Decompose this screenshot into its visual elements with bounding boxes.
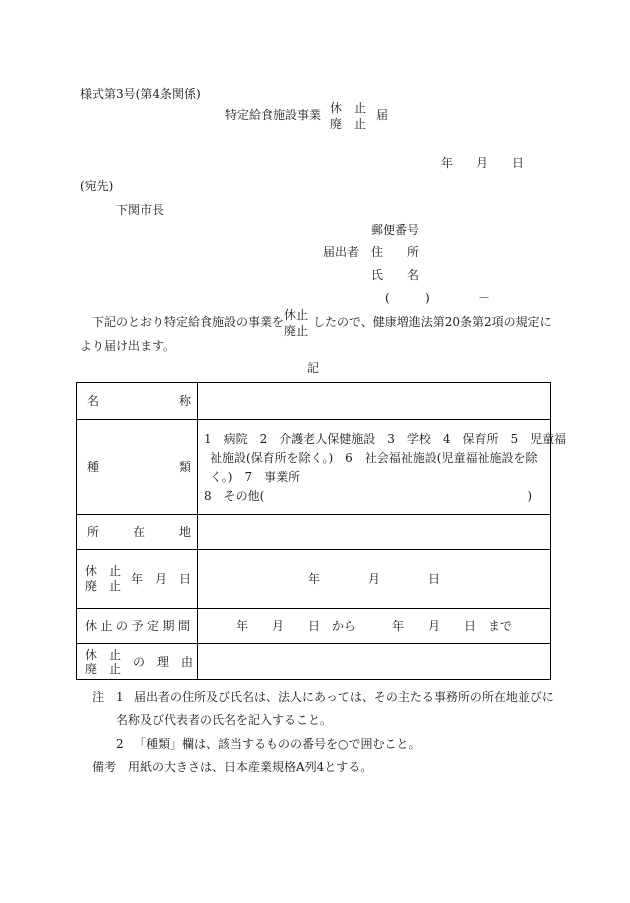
reason-label-options	[85, 648, 121, 676]
row-name	[77, 383, 551, 420]
body-options	[284, 307, 308, 339]
body-option-abolish: 廃止	[284, 324, 309, 338]
remarks-label: 備考	[92, 760, 117, 774]
label-part: 類	[178, 460, 191, 474]
row-name-label	[77, 383, 198, 420]
label-part: 名	[87, 394, 100, 408]
body-option-suspend: 休止	[284, 308, 309, 322]
title-prefix: 特定給食施設事業	[225, 108, 322, 122]
label-part: 休止の予定期間	[85, 619, 194, 633]
title-option-abolish: 廃 止	[330, 117, 367, 131]
row-reason-label	[77, 644, 198, 680]
note-label: 注	[92, 690, 105, 704]
date-month: 月	[476, 156, 489, 170]
label-part: 在	[132, 525, 145, 539]
type-line-2: 祉施設(保育所を除く。) 6 社会福祉施設(児童福祉施設を除	[210, 451, 538, 465]
note-1-number: 1	[116, 690, 124, 704]
row-location-label	[77, 515, 198, 550]
body-text-1: 下記のとおり特定給食施設の事業を	[92, 315, 285, 329]
postal-code-label: 郵便番号	[371, 223, 420, 237]
title-options	[330, 100, 366, 132]
note-2-number: 2	[116, 737, 124, 751]
row-reason	[77, 644, 551, 680]
form-table	[76, 382, 567, 680]
label-part: 種	[87, 460, 100, 474]
phone-dash: －	[478, 291, 491, 305]
date-label-options	[85, 564, 121, 594]
reason-input-cell[interactable]	[198, 644, 551, 680]
label-part: 廃 止	[85, 661, 122, 676]
remarks-text: 用紙の大きさは、日本産業規格A列4とする。	[128, 760, 373, 774]
label-part: 休 止	[85, 564, 122, 578]
label-part: 所	[87, 525, 100, 539]
form-number: 様式第3号(第4条関係)	[80, 87, 201, 101]
note-2-text: 「種類」欄は、該当するものの番号を○で囲むこと。	[134, 737, 421, 751]
applicant-role-label: 届出者	[323, 245, 360, 259]
row-date	[77, 550, 551, 609]
phone-close: )	[425, 291, 430, 305]
name-label: 氏 名	[371, 268, 420, 282]
label-part: 地	[178, 525, 191, 539]
type-other-close: )	[527, 489, 532, 503]
date-value-text: 年 月 日	[307, 572, 440, 586]
ki-label: 記	[307, 361, 320, 375]
type-options-cell[interactable]	[198, 420, 567, 515]
period-value-cell[interactable]	[198, 609, 551, 644]
addressee-name: 下関市長	[116, 203, 165, 217]
location-input-cell[interactable]	[198, 515, 551, 550]
row-date-label	[77, 550, 198, 609]
label-part: の 理 由	[133, 654, 194, 669]
type-line-4	[204, 487, 544, 506]
phone-open: (	[385, 291, 390, 305]
date-year: 年	[441, 156, 454, 170]
label-part: 称	[178, 394, 191, 408]
date-day: 日	[512, 156, 525, 170]
title-option-suspend: 休 止	[330, 101, 367, 115]
address-label: 住 所	[371, 245, 420, 259]
row-period	[77, 609, 551, 644]
period-value-text: 年 月 日 から 年 月 日 まで	[235, 619, 512, 633]
type-other-open: 8 その他(	[204, 489, 265, 503]
type-line-3: く。) 7 事業所	[210, 470, 301, 484]
addressee-label: (宛先)	[80, 179, 114, 193]
type-line-1: 1 病院 2 介護老人保健施設 3 学校 4 保育所 5 児童福	[204, 432, 567, 446]
note-1-line-2: 名称及び代表者の氏名を記入すること。	[116, 713, 333, 727]
title-suffix: 届	[376, 108, 389, 122]
body-text-3: より届け出ます。	[80, 339, 176, 353]
date-value-cell[interactable]	[198, 550, 551, 609]
note-1-line-1: 届出者の住所及び氏名は、法人にあっては、その主たる事務所の所在地並びに	[134, 690, 554, 704]
row-type-label	[77, 420, 198, 515]
row-period-label	[77, 609, 198, 644]
label-part: 年 月 日	[131, 572, 192, 586]
name-input-cell[interactable]	[198, 383, 551, 420]
body-text-2: したので、健康増進法第20条第2項の規定に	[313, 315, 552, 329]
row-location	[77, 515, 551, 550]
row-type	[77, 420, 551, 515]
label-part: 廃 止	[85, 579, 122, 593]
label-part: 休 止	[85, 647, 122, 662]
